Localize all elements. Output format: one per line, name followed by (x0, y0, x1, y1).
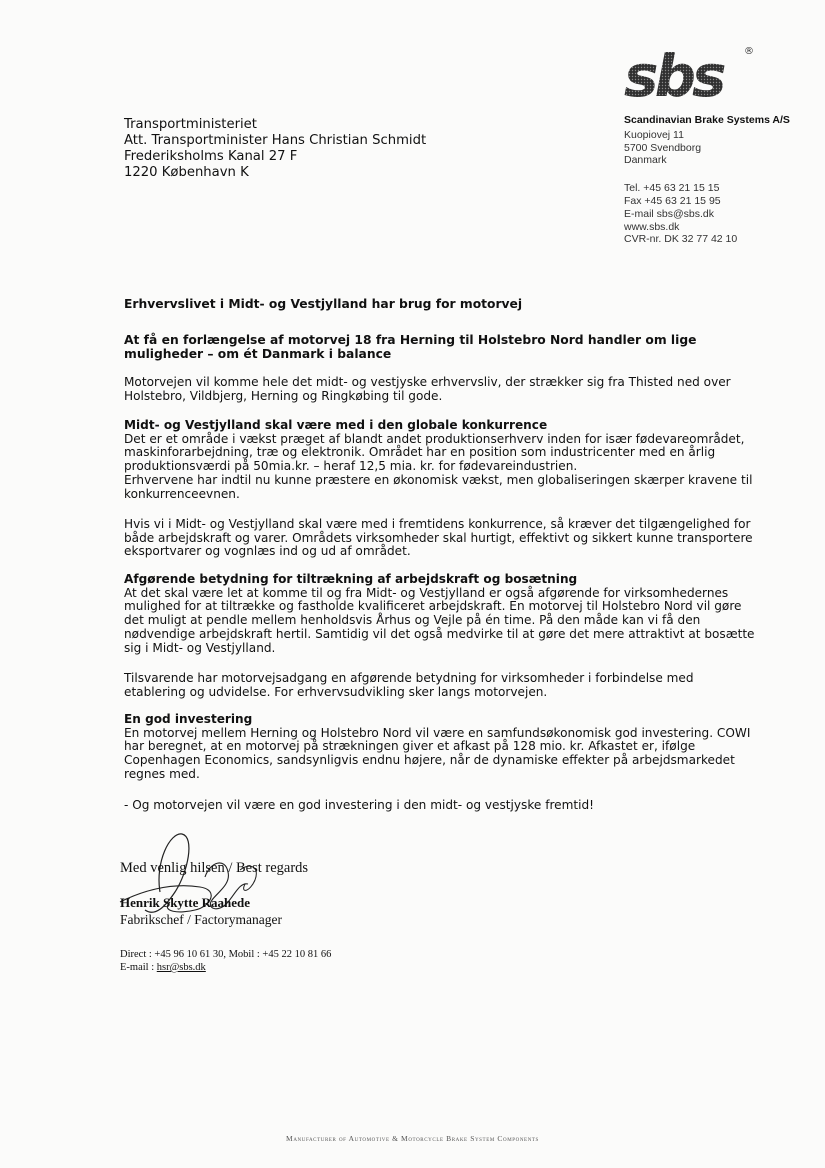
paragraph-motorway-access: Tilsvarende har motorvejsadgang en afgørende betydning for virksomheder i forbindelse med etablering og udvidelse. For erhvervsudvikling sker langs motorvejen. (124, 671, 694, 699)
sender-company: Scandinavian Brake Systems A/S (624, 114, 790, 126)
paragraph-accessibility: Hvis vi i Midt- og Vestjylland skal være med i fremtidens konkurrence, så kræver det tilgængelighed for både arbejdskraft og varer. Områdets virksomheder skal hurtigt, effektivt og sikkert kunne transportere eksportvarer og vognlæs ind og ud af området. (124, 517, 753, 559)
signature-name: Henrik Skytte Raahede (120, 895, 250, 910)
email-label: E-mail : (120, 962, 157, 973)
letter-subject: Erhvervslivet i Midt- og Vestjylland har brug for motorvej (124, 297, 523, 311)
section-global-competition (124, 419, 756, 501)
signature-greeting: Med venlig hilsen / Best regards (120, 860, 309, 876)
letter-headline: At få en forlængelse af motorvej 18 fra Herning til Holstebro Nord handler om lige muligheder – om ét Danmark i balance (124, 333, 697, 361)
section-text: En motorvej mellem Herning og Holstebro Nord vil være en samfundsøkonomisk god investering. COWI har beregnet, at en motorvej på strækningen giver et afkast på 128 mio. kr. Afkastet er, ifølge Copenhagen Economics, sandsynligvis endnu højere, når de dynamiske effekter på arbejdsmarkedet regnes med. (124, 725, 751, 781)
sender-street: Kuopiovej 11 (624, 128, 684, 141)
section-investment (124, 713, 756, 782)
sender-email: E-mail sbs@sbs.dk (624, 207, 715, 220)
section-text: Erhvervene har indtil nu kunne præstere en økonomisk vækst, men globaliseringen skærper kravene til konkurrenceevnen. (124, 472, 753, 501)
section-heading: Afgørende betydning for tiltrækning af arbejdskraft og bosætning (124, 572, 578, 586)
sender-fax: Fax +45 63 21 15 95 (624, 194, 721, 207)
sbs-logo (622, 42, 757, 104)
email-link[interactable]: hsr@sbs.dk (156, 962, 206, 973)
sender-country: Danmark (624, 154, 667, 167)
sender-info (624, 114, 790, 246)
section-text: Det er et område i vækst præget af blandt andet produktionserhverv inden for især fødevareområdet, maskinforarbejdning, træ og elektronik. Området har en position som industricenter med en årlig produktionsværdi på 50mia.kr. – heraf 12,5 mia. kr. for fødevareindustrien. (124, 431, 745, 474)
recipient-line: Att. Transportminister Hans Christian Schmidt (124, 133, 427, 148)
signature-phones: Direct : +45 96 10 61 30, Mobil : +45 22 10 81 66 (120, 949, 332, 960)
recipient-line: Frederiksholms Kanal 27 F (124, 149, 298, 164)
signature-email-line (120, 961, 331, 974)
recipient-line: Transportministeriet (124, 117, 257, 132)
sender-city: 5700 Svendborg (624, 141, 702, 154)
registered-mark: ® (744, 46, 754, 57)
section-heading: Midt- og Vestjylland skal være med i den globale konkurrence (124, 418, 548, 432)
recipient-line: 1220 København K (124, 165, 249, 180)
page-footer: Manufacturer of Automotive & Motorcycle Brake System Components (286, 1134, 539, 1143)
paragraph-closing: - Og motorvejen vil være en god investering i den midt- og vestjyske fremtid! (124, 798, 595, 812)
sender-web: www.sbs.dk (624, 220, 680, 233)
recipient-address (124, 117, 426, 181)
paragraph-intro: Motorvejen vil komme hele det midt- og vestjyske erhvervsliv, der strækker sig fra Thisted ned over Holstebro, Vildbjerg, Herning og Ringkøbing til gode. (124, 375, 731, 403)
signature-contact (120, 948, 331, 974)
section-heading: En god investering (124, 712, 253, 726)
signature-title: Fabrikschef / Factorymanager (120, 912, 282, 927)
sender-phone: Tel. +45 63 21 15 15 (624, 182, 720, 195)
section-labour (124, 573, 756, 655)
logo-wordmark: sbs (624, 42, 723, 104)
section-text: At det skal være let at komme til og fra Midt- og Vestjylland er også afgørende for virksomhedernes mulighed for at tiltrække og fastholde kvalificeret arbejdskraft. En motorvej til Holstebro Nord vil gøre det muligt at pendle mellem henholdsvis Århus og Vejle på én time. På den måde kan vi få den nødvendige arbejdskraft hertil. Samtidig vil det også medvirke til at gøre det mere attraktivt at bosætte sig i Midt- og Vestjylland. (124, 585, 755, 655)
sender-cvr: CVR-nr. DK 32 77 42 10 (624, 233, 738, 246)
